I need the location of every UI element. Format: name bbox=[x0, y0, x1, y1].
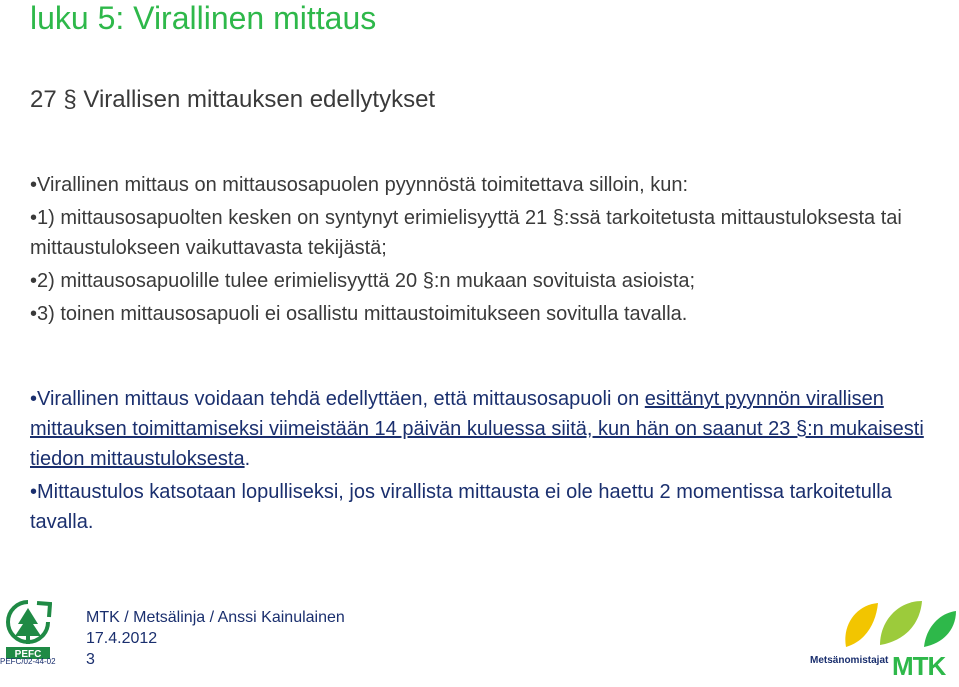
note-request-underlined: esittänyt pyynnön virallisen mittauksen toimittamiseksi viimeistään 14 päivän kuluessa siitä, kun hän on saanut 23 §:n mukaisesti tiedon mittaustuloksesta bbox=[30, 388, 924, 470]
note-request-end: . bbox=[244, 448, 251, 470]
conditions-intro: •Virallinen mittaus on mittausosapuolen pyynnöstä toimitettava silloin, kun: bbox=[30, 174, 689, 196]
mtk-caption: Metsänomistajat bbox=[810, 655, 889, 666]
page-number: 3 bbox=[86, 651, 95, 668]
pefc-label: PEFC bbox=[14, 649, 42, 660]
condition-item-2: •2) mittausosapuolille tulee erimielisyyttä 20 §:n mukaan sovituista asioista; bbox=[30, 270, 696, 292]
note-request-deadline bbox=[30, 384, 930, 474]
footer-info bbox=[86, 607, 345, 670]
slide-title: luku 5: Virallinen mittaus bbox=[30, 0, 377, 36]
condition-item-3: •3) toinen mittausosapuoli ei osallistu mittaustoimitukseen sovitulla tavalla. bbox=[30, 303, 688, 325]
condition-item-1: •1) mittausosapuolten kesken on syntynyt erimielisyyttä 21 §:ssä tarkoitetusta mittaustuloksesta tai mittaustulokseen vaikuttavasta tekijästä; bbox=[30, 207, 902, 259]
footer-date: 17.4.2012 bbox=[86, 630, 158, 647]
note-final-result: •Mittaustulos katsotaan lopulliseksi, jos virallista mittausta ei ole haettu 2 momentissa tarkoitetulla tavalla. bbox=[30, 481, 892, 533]
mtk-wordmark: MTK bbox=[892, 651, 946, 681]
footer-author: MTK / Metsälinja / Anssi Kainulainen bbox=[86, 609, 345, 626]
conditions-list bbox=[30, 170, 930, 329]
note-request-text: •Virallinen mittaus voidaan tehdä edellyttäen, että mittausosapuoli on bbox=[30, 388, 645, 410]
notes-list bbox=[30, 384, 930, 537]
pefc-code: PEFC/02-44-02 bbox=[0, 657, 56, 666]
section-heading: 27 § Virallisen mittauksen edellytykset bbox=[30, 86, 436, 113]
